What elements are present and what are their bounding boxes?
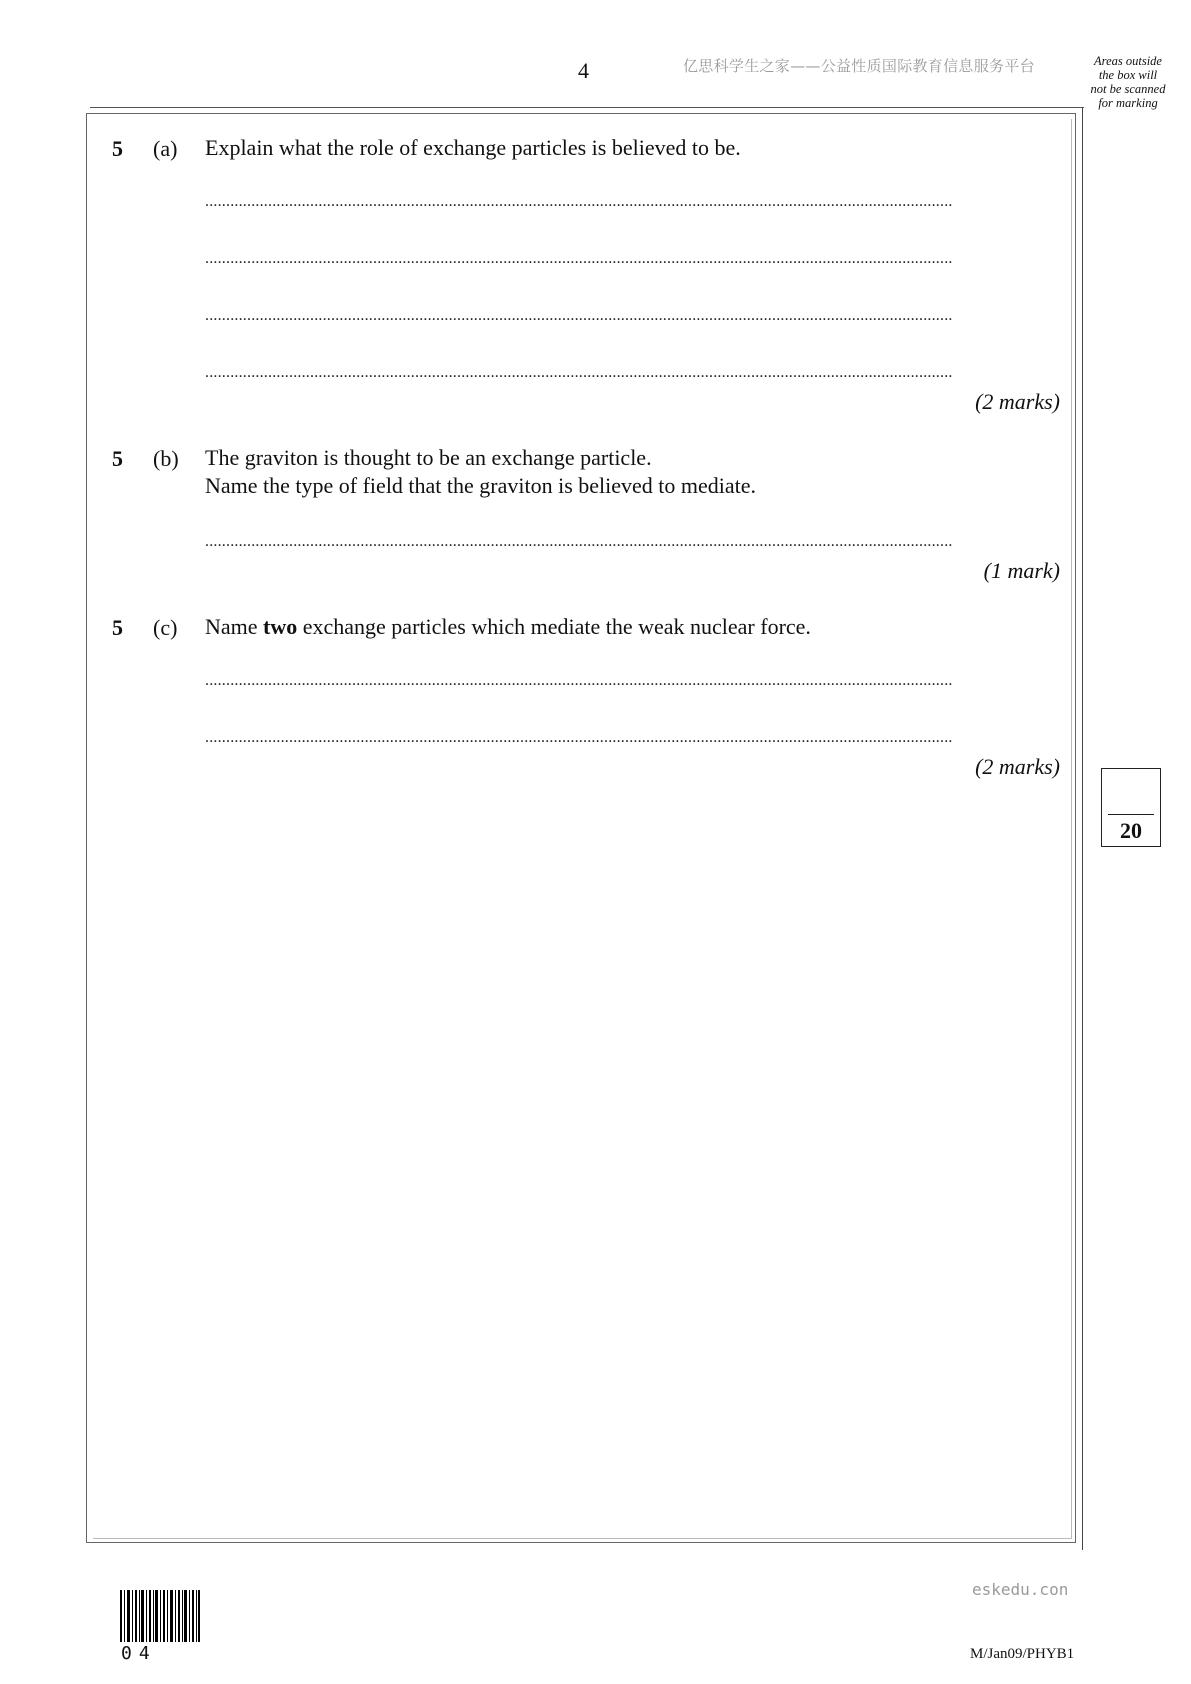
score-divider	[1108, 814, 1154, 815]
margin-note-line: the box will	[1098, 68, 1158, 82]
question-part: (c)	[153, 615, 178, 640]
score-total: 20	[1120, 818, 1142, 843]
marks-label: (2 marks)	[975, 389, 1060, 414]
answer-line[interactable]: ..................................................................................................................................................................................	[205, 193, 953, 210]
marks-label: (2 marks)	[975, 754, 1060, 779]
question-text: Name the type of field that the graviton is believed to mediate.	[205, 473, 757, 498]
question-text-start: Name	[205, 614, 264, 639]
question-number: 5	[112, 136, 123, 161]
question-text-end: exchange particles which mediate the weak nuclear force.	[297, 614, 811, 639]
answer-frame-shadow	[93, 119, 1072, 1539]
question-number: 5	[112, 615, 123, 640]
question-text	[205, 613, 811, 641]
paper-reference: M/Jan09/PHYB1	[970, 1646, 1075, 1662]
answer-line[interactable]: ..................................................................................................................................................................................	[205, 533, 953, 550]
margin-note	[1080, 54, 1176, 110]
marks-label: (1 mark)	[983, 558, 1060, 583]
question-number: 5	[112, 446, 123, 471]
margin-note-line: Areas outside	[1094, 54, 1162, 68]
question-part: (a)	[153, 136, 178, 161]
barcode-number: 04	[121, 1643, 157, 1664]
footer-watermark: eskedu.con	[972, 1580, 1069, 1599]
margin-note-line: for marking	[1098, 96, 1158, 110]
header-watermark: 亿思科学生之家——公益性质国际教育信息服务平台	[683, 57, 1035, 75]
question-text: Explain what the role of exchange particles is believed to be.	[205, 135, 741, 160]
answer-line[interactable]: ..................................................................................................................................................................................	[205, 364, 953, 381]
answer-line[interactable]: ..................................................................................................................................................................................	[205, 672, 953, 689]
margin-note-line: not be scanned	[1090, 82, 1166, 96]
header-rule	[90, 107, 1084, 108]
question-part: (b)	[153, 446, 179, 471]
answer-line[interactable]: ..................................................................................................................................................................................	[205, 729, 953, 746]
margin-rule	[1082, 107, 1083, 1550]
page-number: 4	[578, 58, 589, 83]
barcode-icon	[120, 1590, 200, 1642]
question-text-emphasis: two	[263, 614, 298, 639]
answer-line[interactable]: ..................................................................................................................................................................................	[205, 307, 953, 324]
answer-line[interactable]: ..................................................................................................................................................................................	[205, 250, 953, 267]
question-text: The graviton is thought to be an exchange particle.	[205, 445, 652, 470]
